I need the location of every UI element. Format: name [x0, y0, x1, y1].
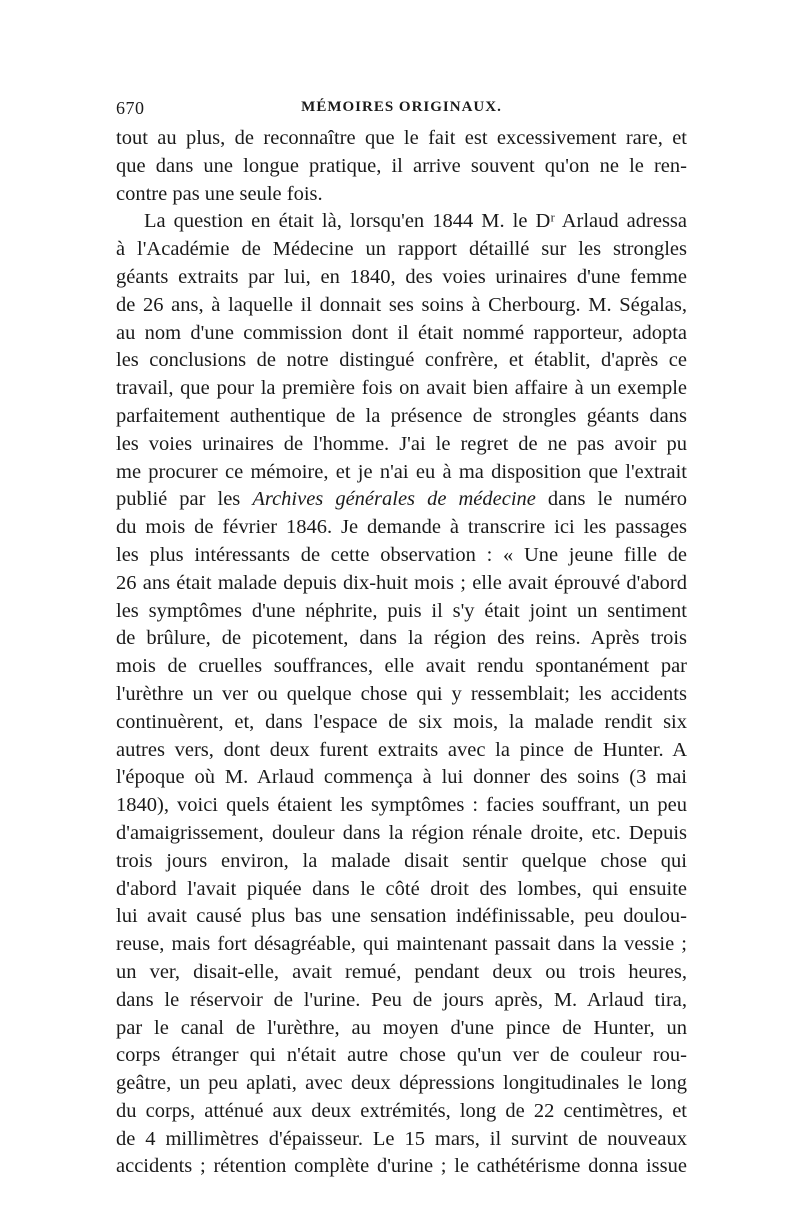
text-line: l'urèthre un ver ou quelque chose qui y ressemblait; les accidents	[116, 682, 687, 705]
text-segment: publié par les	[116, 488, 253, 511]
text-line: 26 ans était malade depuis dix-huit mois ; elle avait éprouvé d'abord	[116, 571, 687, 594]
text-line: reuse, mais fort désagréable, qui maintenant passait dans la vessie ;	[116, 933, 687, 956]
text-line: 1840), voici quels étaient les symptômes : facies souffrant, un peu	[116, 794, 687, 817]
text-line: travail, que pour la première fois on avait bien affaire à un exemple	[116, 377, 687, 400]
text-line: d'abord l'avait piquée dans le côté droit des lombes, qui ensuite	[116, 877, 687, 900]
text-line: par le canal de l'urèthre, au moyen d'une pince de Hunter, un	[116, 1016, 687, 1039]
text-line: les voies urinaires de l'homme. J'ai le regret de ne pas avoir pu	[116, 432, 687, 455]
text-line: les conclusions de notre distingué confrère, et établit, d'après ce	[116, 349, 687, 372]
text-line-with-italic	[116, 486, 687, 514]
text-line: La question en était là, lorsqu'en 1844 M. le Dʳ Arlaud adressa	[144, 210, 687, 233]
text-line: les symptômes d'une néphrite, puis il s'y était joint un sentiment	[116, 599, 687, 622]
text-line: de 4 millimètres d'épaisseur. Le 15 mars, il survint de nouveaux	[116, 1127, 687, 1150]
text-line: du mois de février 1846. Je demande à transcrire ici les passages	[116, 516, 687, 539]
running-title: MÉMOIRES ORIGINAUX.	[301, 99, 502, 115]
text-segment: dans le numéro	[535, 488, 687, 511]
text-line: me procurer ce mémoire, et je n'ai eu à ma disposition que l'extrait	[116, 460, 687, 483]
text-line: un ver, disait-elle, avait remué, pendant deux ou trois heures,	[116, 960, 687, 983]
text-line: l'époque où M. Arlaud commença à lui donner des soins (3 mai	[116, 766, 687, 789]
text-line: mois de cruelles souffrances, elle avait rendu spontanément par	[116, 655, 687, 678]
page-number: 670	[116, 98, 145, 118]
text-line: autres vers, dont deux furent extraits avec la pince de Hunter. A	[116, 738, 687, 761]
text-line: du corps, atténué aux deux extrémités, long de 22 centimètres, et	[116, 1099, 687, 1122]
text-line: corps étranger qui n'était autre chose qu'un ver de couleur rou-	[116, 1044, 687, 1067]
text-line: accidents ; rétention complète d'urine ; le cathétérisme donna issue	[116, 1155, 687, 1178]
text-line: geâtre, un peu aplati, avec deux dépressions longitudinales le long	[116, 1072, 687, 1095]
text-line: contre pas une seule fois.	[116, 182, 323, 205]
text-line: géants extraits par lui, en 1840, des voies urinaires d'une femme	[116, 265, 687, 288]
text-line: de brûlure, de picotement, dans la région des reins. Après trois	[116, 627, 687, 650]
text-line: dans le réservoir de l'urine. Peu de jours après, M. Arlaud tira,	[116, 988, 687, 1011]
text-line: les plus intéressants de cette observation : « Une jeune fille de	[116, 543, 687, 566]
body-text	[116, 125, 687, 1181]
text-line: à l'Académie de Médecine un rapport détaillé sur les strongles	[116, 238, 687, 261]
journal-title-italic: Archives générales de médecine	[252, 488, 536, 511]
text-line: lui avait causé plus bas une sensation indéfinissable, peu doulou-	[116, 905, 687, 928]
text-line: d'amaigrissement, douleur dans la région rénale droite, etc. Depuis	[116, 821, 687, 844]
text-line: au nom d'une commission dont il était nommé rapporteur, adopta	[116, 321, 687, 344]
text-line: parfaitement authentique de la présence de strongles géants dans	[116, 404, 687, 427]
text-line: de 26 ans, à laquelle il donnait ses soins à Cherbourg. M. Ségalas,	[116, 293, 687, 316]
text-line: que dans une longue pratique, il arrive souvent qu'on ne le ren-	[116, 154, 687, 177]
page-header	[116, 98, 687, 122]
text-line: continuèrent, et, dans l'espace de six mois, la malade rendit six	[116, 710, 687, 733]
text-line: trois jours environ, la malade disait sentir quelque chose qui	[116, 849, 687, 872]
text-line: tout au plus, de reconnaître que le fait est excessivement rare, et	[116, 127, 687, 149]
